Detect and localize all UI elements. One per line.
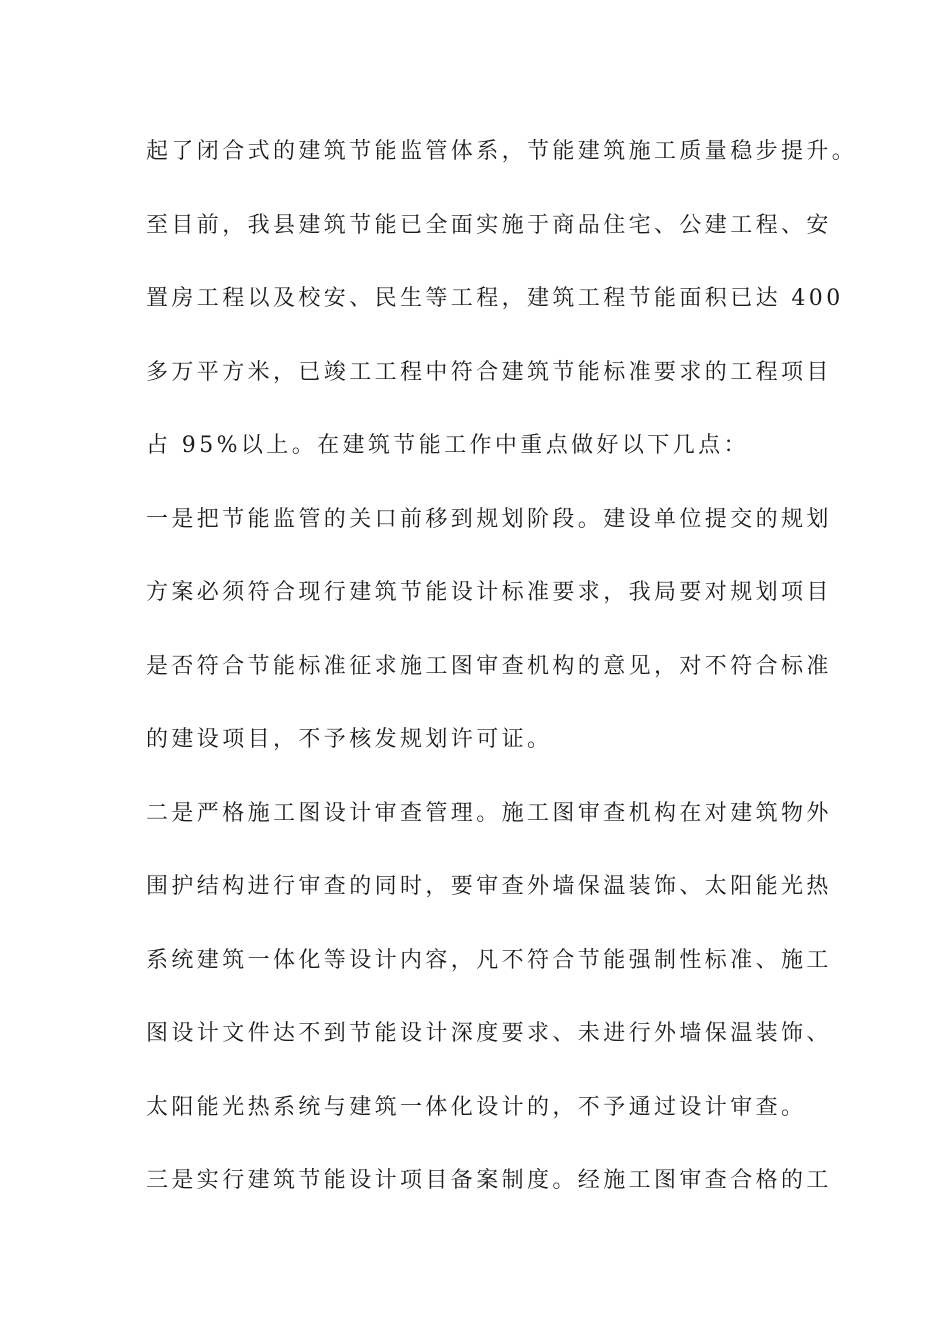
text-line: 二是严格施工图设计审查管理。施工图审查机构在对建筑物外 bbox=[146, 800, 832, 826]
text-line: 系统建筑一体化等设计内容，凡不符合节能强制性标准、施工 bbox=[146, 947, 832, 973]
text-line: 一是把节能监管的关口前移到规划阶段。建设单位提交的规划 bbox=[146, 506, 832, 532]
text-line: 多万平方米，已竣工工程中符合建筑节能标准要求的工程项目 bbox=[146, 359, 832, 385]
text-line: 三是实行建筑节能设计项目备案制度。经施工图审查合格的工 bbox=[146, 1168, 832, 1193]
text-line: 占 95%以上。在建筑节能工作中重点做好以下几点： bbox=[146, 433, 749, 458]
text-line: 的建设项目，不予核发规划许可证。 bbox=[146, 727, 553, 752]
body-text bbox=[146, 124, 858, 1227]
text-line: 围护结构进行审查的同时，要审查外墙保温装饰、太阳能光热 bbox=[146, 874, 832, 899]
text-line: 置房工程以及校安、民生等工程，建筑工程节能面积已达 400 bbox=[146, 286, 844, 311]
text-line: 至目前，我县建筑节能已全面实施于商品住宅、公建工程、安 bbox=[146, 212, 832, 238]
text-line: 图设计文件达不到节能设计深度要求、未进行外墙保温装饰、 bbox=[146, 1021, 832, 1046]
text-line: 太阳能光热系统与建筑一体化设计的，不予通过设计审查。 bbox=[146, 1094, 807, 1120]
text-line: 方案必须符合现行建筑节能设计标准要求，我局要对规划项目 bbox=[146, 580, 832, 605]
text-line: 起了闭合式的建筑节能监管体系，节能建筑施工质量稳步提升。 bbox=[146, 139, 858, 164]
text-line: 是否符合节能标准征求施工图审查机构的意见，对不符合标准 bbox=[146, 653, 832, 679]
